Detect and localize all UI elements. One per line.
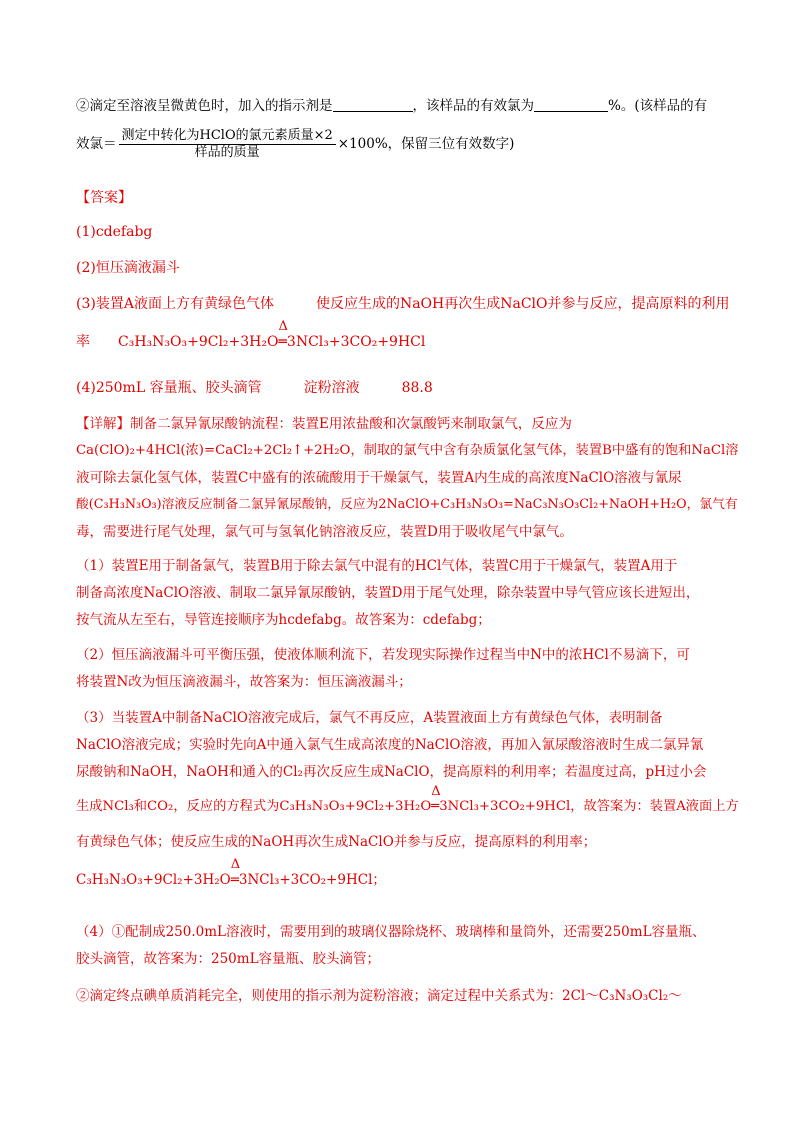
detail-s2-line-1: （2）恒压滴液漏斗可平衡压强，使液体顺利流下，若发现实际操作过程当中N中的浓HCl不易滴下，可 [76,647,690,663]
heating-equals-sign: Δ ═ [278,319,288,350]
heating-equals-sign: Δ ═ [230,857,241,888]
detail-s3-line-5: 有黄绿色气体；使反应生成的NaOH再次生成NaClO并参与反应，提高原料的利用率； [76,834,597,850]
detail-s3-line-3: 尿酸钠和NaOH，NaOH和通入的Cl₂再次反应生成NaClO，提高原料的利用率；若温度过高，pH过小会 [76,764,707,780]
detail-s4-line-1: （4）①配制成250.0mL溶液时，需要用到的玻璃仪器除烧杯、玻璃棒和量筒外，还需要250mL容量瓶、 [76,924,706,940]
detail-s4-line-3: ②滴定终点碘单质消耗完全，则使用的指示剂为淀粉溶液；滴定过程中关系式为：2Cl～C₃N₃O₃Cl₂～ [76,988,682,1004]
detail-s1-line-2: 制备高浓度NaClO溶液、制取二氯异氰尿酸钠，装置D用于尾气处理，除杂装置中导气管应该长进短出， [76,585,700,601]
answer-1: (1)cdefabg [76,224,153,240]
detail-line-5: 毒，需要进行尾气处理，氯气可与氢氧化钠溶液反应，装置D用于吸收尾气中氯气。 [76,524,573,540]
detail-s2-line-2: 将装置N改为恒压滴液漏斗，故答案为：恒压滴液漏斗； [76,674,412,690]
question-line-1: ②滴定至溶液呈微黄色时，加入的指示剂是 ，该样品的有效氯为 %。(该样品的有 [76,98,708,114]
detail-line-3: 液可除去氯化氢气体，装置C中盛有的浓硫酸用于干燥氯气，装置A内生成的高浓度NaClO溶液与氰尿 [76,470,682,486]
detail-line-1: 【详解】制备二氯异氰尿酸钠流程：装置E用浓盐酸和次氯酸钙来制取氯气，反应为 [76,416,572,432]
detail-s3-line-4: 生成NCl₃和CO₂，反应的方程式为C₃H₃N₃O₃+9Cl₂+3H₂O Δ ═3NCl₃+3CO₂+9HCl，故答案为：装置A液面上方 [76,797,739,817]
indicator-answer-blank [333,111,413,112]
chlorine-answer-blank [534,111,608,112]
detail-s3-line-6: C₃H₃N₃O₃+9Cl₂+3H₂O Δ ═3NCl₃+3CO₂+9HCl； [76,857,386,888]
detail-line-2: Ca(ClO)₂+4HCl(浓)=CaCl₂+2Cl₂↑+2H₂O，制取的氯气中含有杂质氯化氢气体，装置B中盛有的饱和NaCl溶 [76,443,739,458]
answer-3-line-1: (3)装置A液面上方有黄绿色气体 使反应生成的NaOH再次生成NaClO并参与反应，提高原料的利用 [76,296,730,312]
detail-s3-line-1: （3）当装置A中制备NaClO溶液完成后，氯气不再反应，A装置液面上方有黄绿色气体，表明制备 [76,710,663,726]
detail-s4-line-2: 胶头滴管，故答案为：250mL容量瓶、胶头滴管； [76,951,381,967]
detail-s3-line-2: NaClO溶液完成；实验时先向A中通入氯气生成高浓度的NaClO溶液，再加入氰尿酸溶液时生成二氯异氰 [76,737,704,753]
answer-4: (4)250mL 容量瓶、胶头滴管 淀粉溶液 88.8 [76,380,433,396]
detail-line-4: 酸(C₃H₃N₃O₃)溶液反应制备二氯异氰尿酸钠，反应为2NaClO+C₃H₃N₃O₃=NaC₃N₃O₃Cl₂+NaOH+H₂O，氯气有 [76,497,738,512]
answer-3-line-2: 率 C₃H₃N₃O₃+9Cl₂+3H₂O Δ ═3NCl₃+3CO₂+9HCl [76,319,426,350]
detail-s1-line-1: （1）装置E用于制备氯气，装置B用于除去氯气中混有的HCl气体，装置C用于干燥氯气，装置A用于 [76,558,678,574]
effective-chlorine-fraction: $\frac{\text{测定中转化为HClO的氯元素质量×2}}{\text{样品的质量}}$ [119,128,336,161]
question-line-2: 效氯＝ $\frac{\text{测定中转化为HClO的氯元素质量×2}}{\text{样品的质量}}$ ×100%，保留三位有效数字) [76,128,515,160]
detail-s1-line-3: 按气流从左至右，导管连接顺序为hcdefabg。故答案为：cdefabg； [76,612,491,628]
answer-title: 【答案】 [76,190,132,206]
answer-2: (2)恒压滴液漏斗 [76,260,180,276]
heating-equals-sign: Δ ═ [431,784,441,814]
